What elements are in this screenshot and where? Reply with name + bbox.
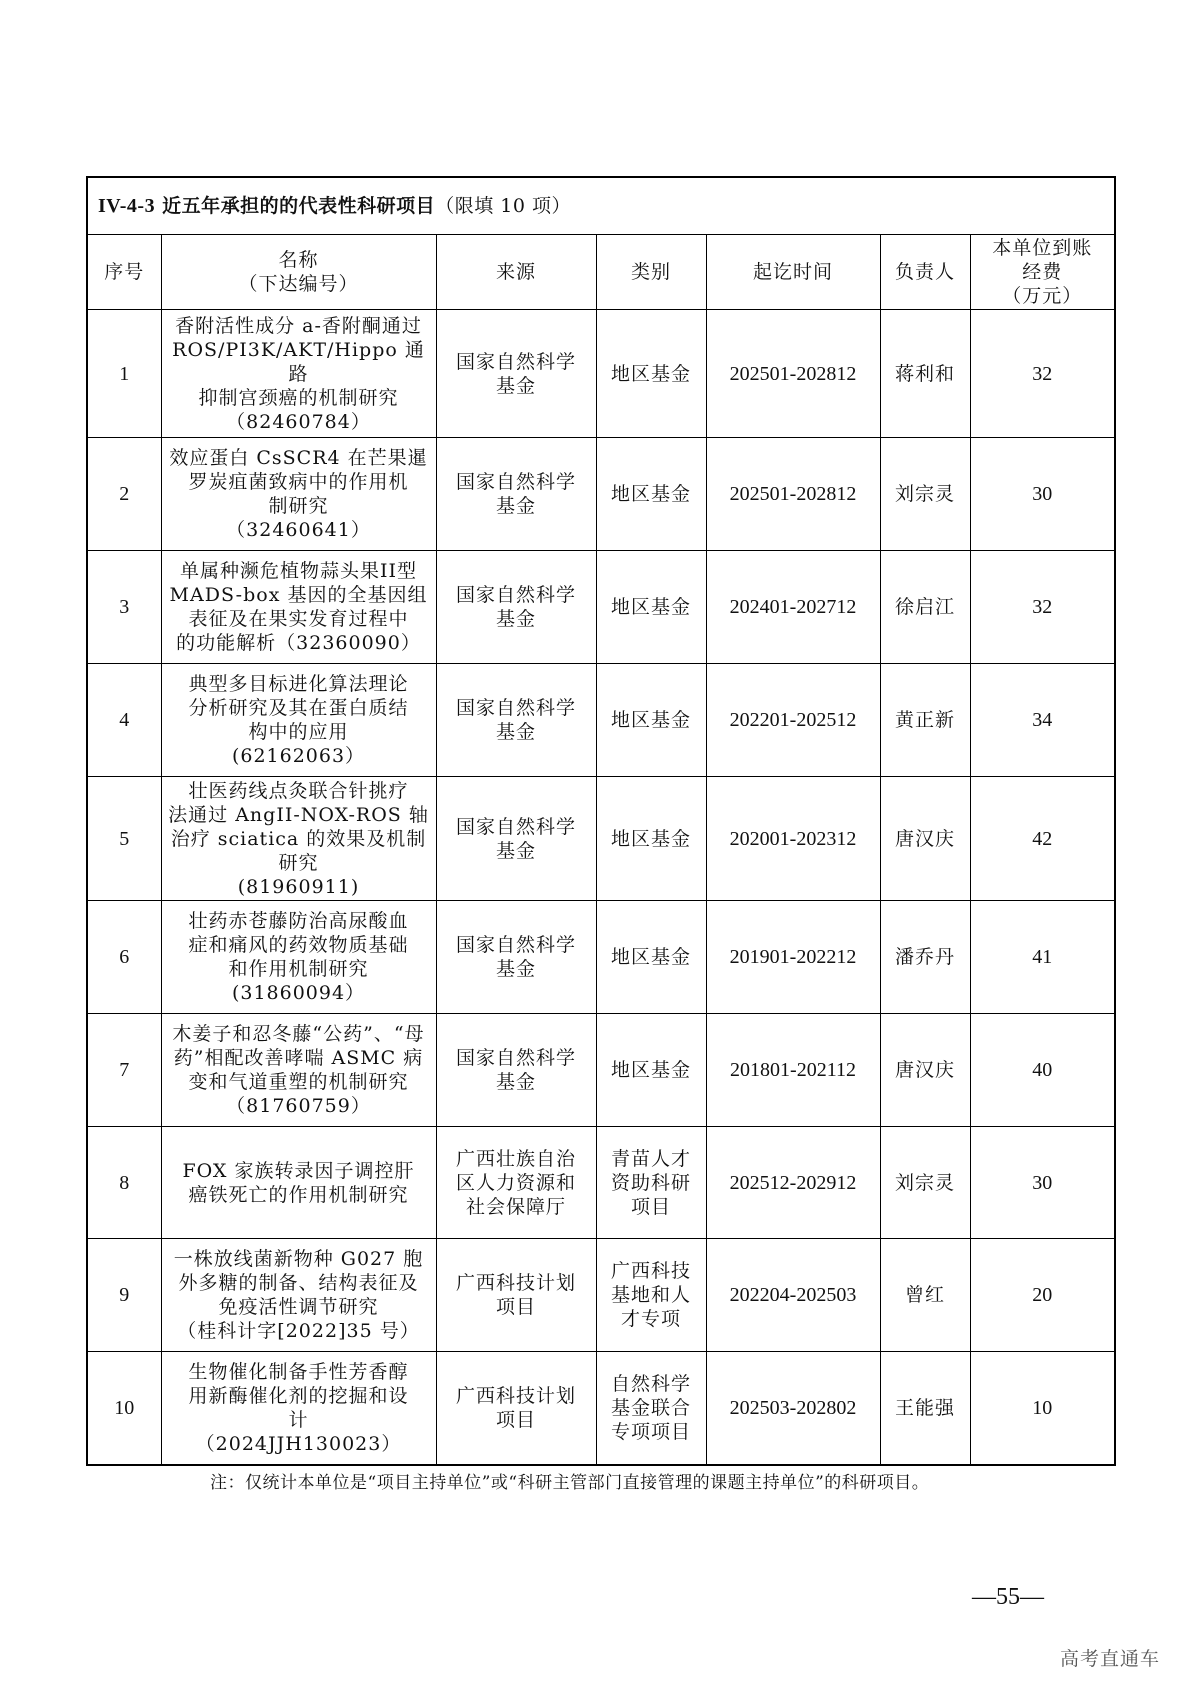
table-row (87, 777, 1115, 901)
cell-leader: 徐启江 (880, 551, 970, 664)
cell-period: 202501-202812 (706, 310, 880, 438)
cell-name: 壮药赤苍藤防治高尿酸血 症和痛风的药效物质基础 和作用机制研究 (31860094） (161, 901, 436, 1014)
cell-funds: 20 (970, 1239, 1115, 1352)
watermark-text: 高考直通车 (1060, 1648, 1161, 1670)
cell-leader: 唐汉庆 (880, 777, 970, 901)
cell-name: 香附活性成分 a-香附酮通过 ROS/PI3K/AKT/Hippo 通路 抑制宫颈癌的机制研究 （82460784） (161, 310, 436, 438)
cell-name: 单属种濒危植物蒜头果II型 MADS-box 基因的全基因组 表征及在果实发育过程中 的功能解析（32360090） (161, 551, 436, 664)
cell-leader: 唐汉庆 (880, 1014, 970, 1127)
header-name: 名称 （下达编号） (161, 235, 436, 310)
cell-index: 3 (87, 551, 161, 664)
cell-period: 202512-202912 (706, 1127, 880, 1239)
cell-source: 国家自然科学 基金 (436, 1014, 596, 1127)
cell-category: 地区基金 (596, 551, 706, 664)
cell-category: 地区基金 (596, 901, 706, 1014)
cell-funds: 40 (970, 1014, 1115, 1127)
cell-index: 8 (87, 1127, 161, 1239)
cell-period: 202401-202712 (706, 551, 880, 664)
cell-leader: 曾红 (880, 1239, 970, 1352)
cell-funds: 30 (970, 438, 1115, 551)
cell-funds: 42 (970, 777, 1115, 901)
cell-funds: 34 (970, 664, 1115, 777)
header-funds: 本单位到账 经费 （万元） (970, 235, 1115, 310)
cell-category: 青苗人才 资助科研 项目 (596, 1127, 706, 1239)
cell-period: 201901-202212 (706, 901, 880, 1014)
cell-leader: 王能强 (880, 1352, 970, 1465)
cell-index: 1 (87, 310, 161, 438)
cell-funds: 32 (970, 310, 1115, 438)
table-row (87, 901, 1115, 1014)
header-period: 起讫时间 (706, 235, 880, 310)
cell-funds: 30 (970, 1127, 1115, 1239)
cell-source: 广西科技计划 项目 (436, 1352, 596, 1465)
project-table (86, 176, 1116, 1466)
cell-period: 202201-202512 (706, 664, 880, 777)
cell-category: 地区基金 (596, 310, 706, 438)
cell-period: 202204-202503 (706, 1239, 880, 1352)
cell-source: 广西科技计划 项目 (436, 1239, 596, 1352)
cell-source: 国家自然科学 基金 (436, 551, 596, 664)
table-row (87, 1239, 1115, 1352)
cell-source: 国家自然科学 基金 (436, 310, 596, 438)
cell-leader: 黄正新 (880, 664, 970, 777)
cell-funds: 41 (970, 901, 1115, 1014)
table-row (87, 1127, 1115, 1239)
header-index: 序号 (87, 235, 161, 310)
section-limit: （限填 10 项） (435, 195, 571, 217)
cell-source: 国家自然科学 基金 (436, 438, 596, 551)
cell-category: 地区基金 (596, 438, 706, 551)
cell-funds: 32 (970, 551, 1115, 664)
cell-source: 广西壮族自治 区人力资源和 社会保障厅 (436, 1127, 596, 1239)
table-row (87, 438, 1115, 551)
section-title-text: 近五年承担的的代表性科研项目 (155, 195, 436, 217)
project-table-container (86, 176, 1114, 1466)
cell-category: 自然科学 基金联合 专项项目 (596, 1352, 706, 1465)
cell-name: FOX 家族转录因子调控肝 癌铁死亡的作用机制研究 (161, 1127, 436, 1239)
table-row (87, 1352, 1115, 1465)
cell-index: 4 (87, 664, 161, 777)
cell-category: 地区基金 (596, 664, 706, 777)
cell-index: 5 (87, 777, 161, 901)
header-leader: 负责人 (880, 235, 970, 310)
cell-index: 6 (87, 901, 161, 1014)
cell-index: 7 (87, 1014, 161, 1127)
cell-category: 广西科技 基地和人 才专项 (596, 1239, 706, 1352)
header-row (87, 235, 1115, 310)
table-row (87, 664, 1115, 777)
section-title-row (87, 177, 1115, 235)
table-row (87, 310, 1115, 438)
table-footnote: 注：仅统计本单位是“项目主持单位”或“科研主管部门直接管理的课题主持单位”的科研项目。 (210, 1473, 930, 1493)
cell-source: 国家自然科学 基金 (436, 664, 596, 777)
cell-period: 202001-202312 (706, 777, 880, 901)
header-source: 来源 (436, 235, 596, 310)
cell-source: 国家自然科学 基金 (436, 777, 596, 901)
cell-index: 9 (87, 1239, 161, 1352)
cell-name: 一株放线菌新物种 G027 胞 外多糖的制备、结构表征及 免疫活性调节研究 （桂科计字[2022]35 号） (161, 1239, 436, 1352)
cell-name: 典型多目标进化算法理论 分析研究及其在蛋白质结 构中的应用 (62162063） (161, 664, 436, 777)
cell-leader: 蒋利和 (880, 310, 970, 438)
cell-category: 地区基金 (596, 1014, 706, 1127)
cell-index: 2 (87, 438, 161, 551)
cell-period: 201801-202112 (706, 1014, 880, 1127)
section-code: IV-4-3 (98, 195, 156, 217)
cell-name: 效应蛋白 CsSCR4 在芒果暹 罗炭疽菌致病中的作用机 制研究 （32460641） (161, 438, 436, 551)
table-row (87, 1014, 1115, 1127)
cell-category: 地区基金 (596, 777, 706, 901)
cell-leader: 刘宗灵 (880, 438, 970, 551)
cell-period: 202501-202812 (706, 438, 880, 551)
page-number: —55— (972, 1584, 1044, 1610)
cell-leader: 潘乔丹 (880, 901, 970, 1014)
section-title (87, 177, 1115, 235)
header-category: 类别 (596, 235, 706, 310)
cell-name: 木姜子和忍冬藤“公药”、“母 药”相配改善哮喘 ASMC 病 变和气道重塑的机制研究 （81760759） (161, 1014, 436, 1127)
cell-index: 10 (87, 1352, 161, 1465)
cell-period: 202503-202802 (706, 1352, 880, 1465)
table-row (87, 551, 1115, 664)
cell-name: 壮医药线点灸联合针挑疗 法通过 AngII-NOX-ROS 轴 治疗 sciatica 的效果及机制 研究 (81960911) (161, 777, 436, 901)
cell-funds: 10 (970, 1352, 1115, 1465)
cell-source: 国家自然科学 基金 (436, 901, 596, 1014)
cell-name: 生物催化制备手性芳香醇 用新酶催化剂的挖掘和设 计 （2024JJH130023） (161, 1352, 436, 1465)
cell-leader: 刘宗灵 (880, 1127, 970, 1239)
